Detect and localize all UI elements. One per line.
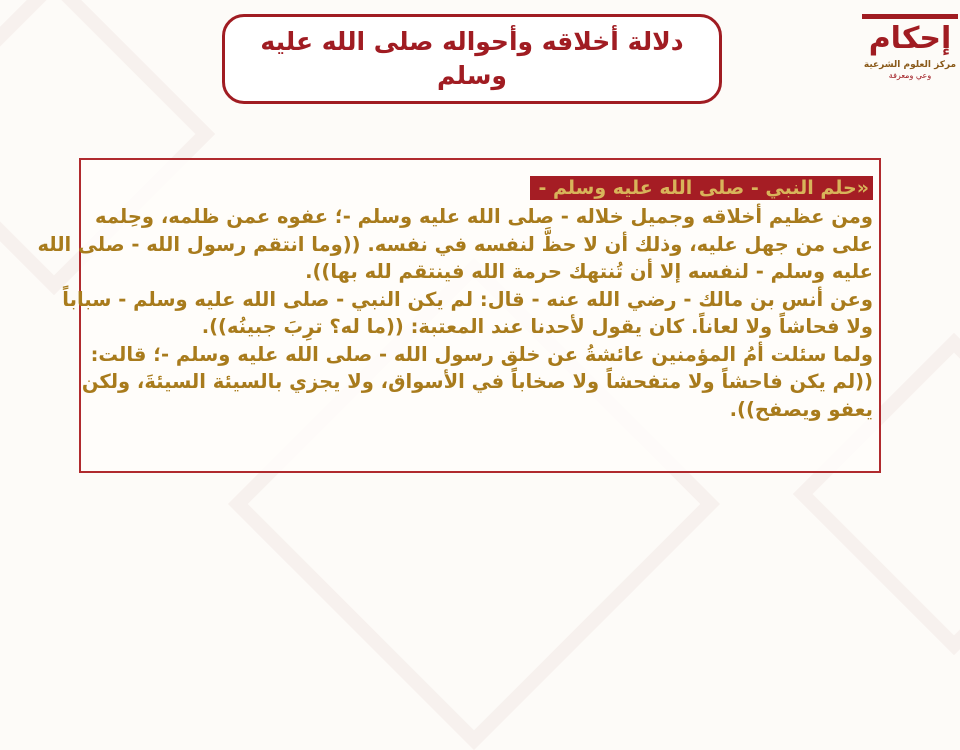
text-line: عليه وسلم - لنفسه إلا أن تُنتهك حرمة الله فينتقم لله بها)). — [305, 260, 873, 283]
text-line: يعفو ويصفح)). — [729, 397, 873, 421]
logo-tagline: وعي ومعرفة — [888, 71, 932, 80]
logo-subtitle: مركز العلوم الشرعية — [863, 60, 957, 70]
logo-name: إحكام — [862, 14, 958, 59]
logo — [862, 6, 958, 92]
paragraph — [81, 341, 873, 424]
content-box — [37, 158, 881, 473]
text-line: ((لم يكن فاحشاً ولا متفحشاً ولا صخاباً في الأسواق، ولا يجزي بالسيئة السيئةَ، ولكن — [81, 370, 873, 393]
text-line: ومن عظيم أخلاقه وجميل خلاله - صلى الله عليه وسلم -؛ عفوه عمن ظلمه، وحِلمه — [95, 205, 873, 228]
text-line: ولا فحاشاً ولا لعاناً. كان يقول لأحدنا عند المعتبة: ((ما له؟ ترِبَ جبينُه)). — [201, 315, 873, 338]
text-line: وعن أنس بن مالك - رضي الله عنه - قال: لم يكن النبي - صلى الله عليه وسلم - سباباً — [62, 287, 873, 311]
slide-title-box — [222, 14, 722, 104]
text-line: على من جهل عليه، وذلك أن لا حظَّ لنفسه في نفسه. ((وما انتقم رسول الله - صلى الله — [37, 232, 873, 256]
text-line: ولما سئلت أمُ المؤمنين عائشةُ عن خلق رسول الله - صلى الله عليه وسلم -؛ قالت: — [90, 342, 873, 366]
section-heading: «حلم النبي - صلى الله عليه وسلم - — [530, 176, 873, 200]
paragraph — [37, 203, 873, 286]
slide-title: دلالة أخلاقه وأحواله صلى الله عليه وسلم — [260, 27, 684, 90]
paragraph — [62, 286, 873, 341]
